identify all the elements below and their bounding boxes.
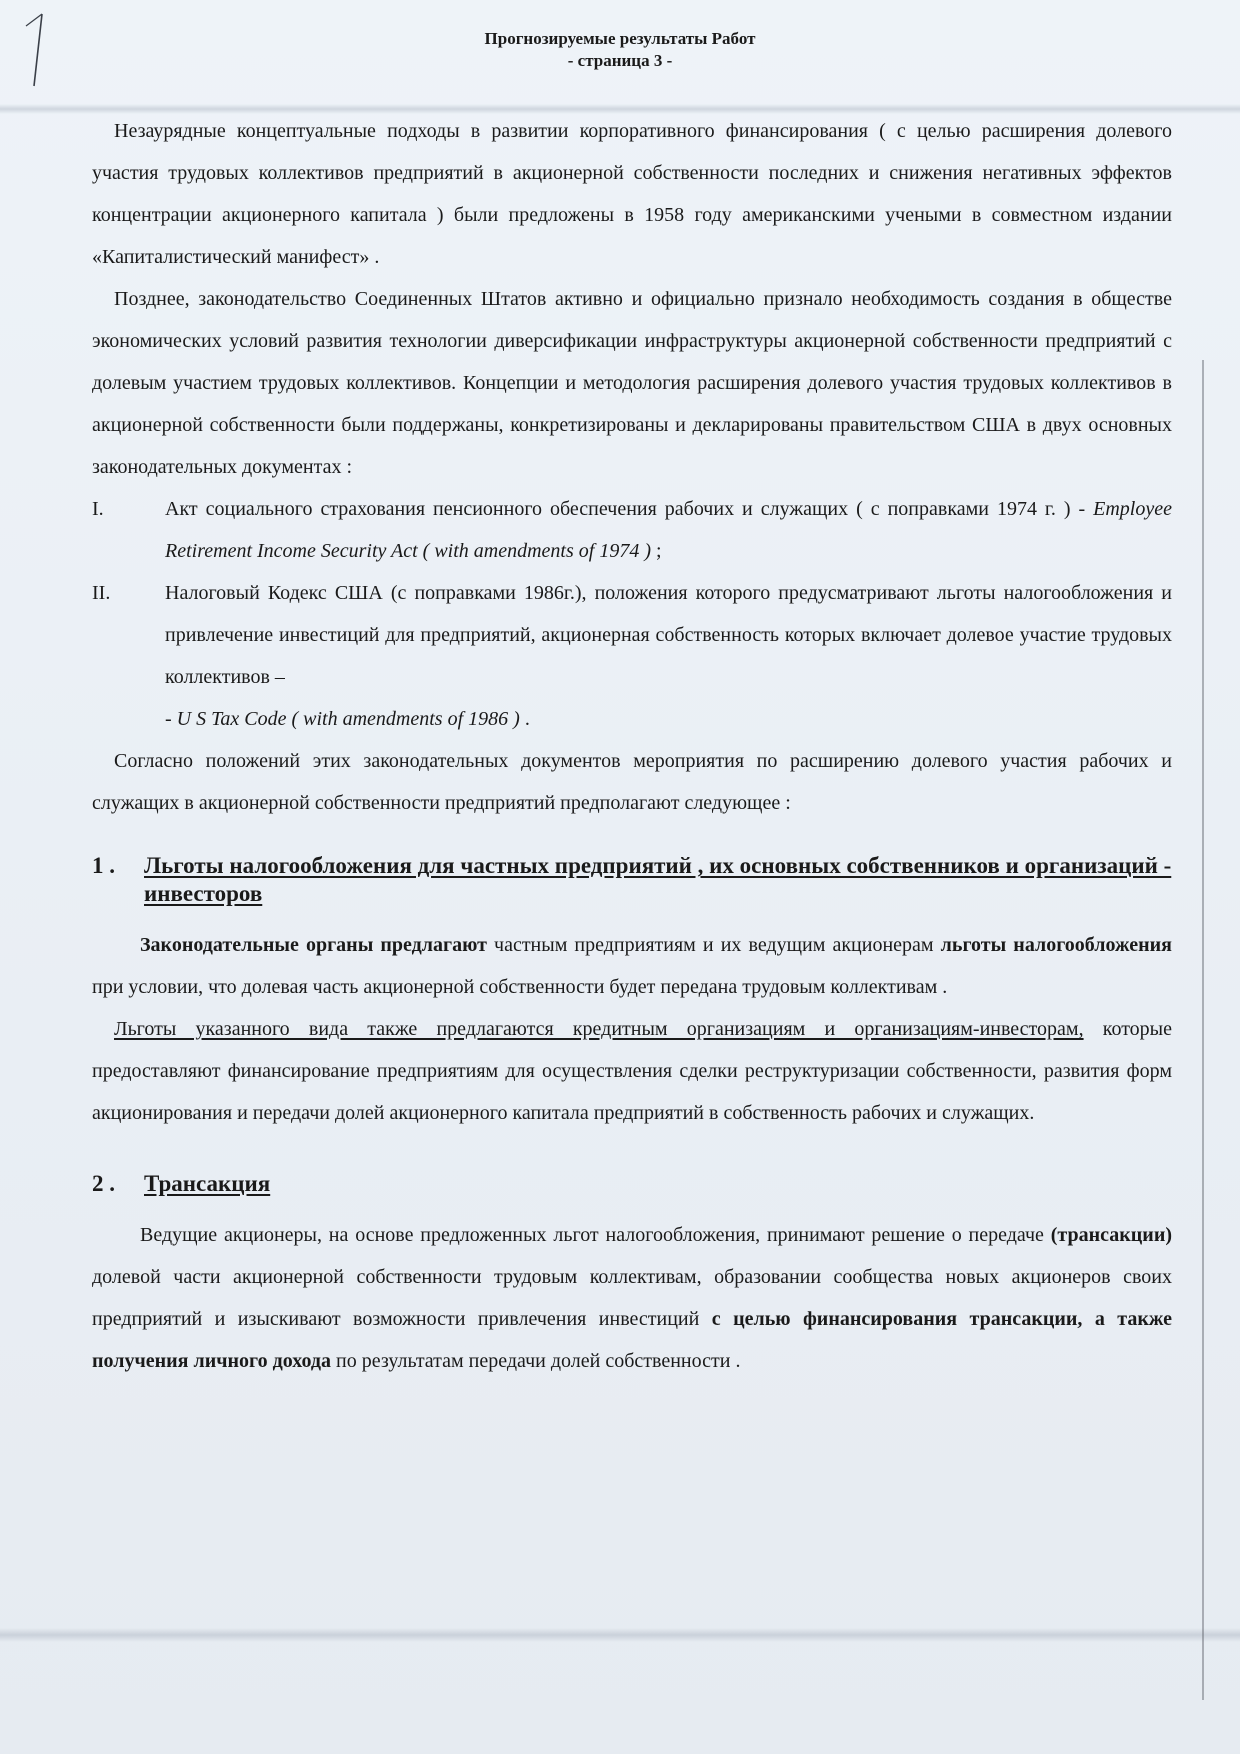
page-number: - страница 3 - <box>567 51 673 70</box>
page-header <box>0 28 1240 72</box>
law-item-text: Акт социального страхования пенсионного обеспечения рабочих и служащих ( с поправками 1974 г. ) - <box>165 498 1086 520</box>
section-number: 1 . <box>92 853 115 878</box>
section-2-heading <box>92 1170 1172 1198</box>
law-item-tail: . <box>524 708 530 730</box>
law-item-text: Налоговый Кодекс США (с поправками 1986г.), положения которого предусматривают льготы налогообложения и привлечение инвестиций для предприятий, акционерная собственность которых включает долевое участие трудовых коллективов – <box>165 582 1172 688</box>
law-item-number: II. <box>92 582 111 604</box>
section-number: 2 . <box>92 1171 115 1196</box>
law-item-number: I. <box>92 498 104 520</box>
bold-phrase: льготы налогообложения <box>940 934 1173 956</box>
law-item-1 <box>92 488 1172 572</box>
text-run: по результатам передачи долей собственности . <box>331 1350 741 1372</box>
intro-paragraph-2: Позднее, законодательство Соединенных Штатов активно и официально признало необходимость создания в обществе экономических условий развития технологии диверсификации инфраструктуры акционерной собственности предприятий с долевым участием трудовых коллективов. Концепции и методология расширения долевого участия трудовых коллективов в акционерной собственности были поддержаны, конкретизированы и декларированы правительством США в двух основных законодательных документах : <box>92 288 1172 478</box>
bold-phrase: (трансакции) <box>1050 1224 1172 1246</box>
after-laws-paragraph: Согласно положений этих законодательных документов мероприятия по расширению долевого участия рабочих и служащих в акционерной собственности предприятий предполагают следующее : <box>92 750 1172 814</box>
bold-phrase: Законодательные органы предлагают <box>140 934 487 956</box>
intro-paragraph-1: Незаурядные концептуальные подходы в развитии корпоративного финансирования ( с целью расширения долевого участия трудовых коллективов предприятий в акционерной собственности последних и снижения негативных эффектов концентрации акционерного капитала ) были предложены в 1958 году американскими учеными в совместном издании «Капиталистический манифест» . <box>92 120 1172 268</box>
text-run: частным предприятиям и их ведущим акционерам <box>486 934 941 956</box>
law-item-english-title: Employee Retirement Income Security Act ( with amendments of 1974 ) <box>165 498 1172 562</box>
text-run: которые предоставляют финансирование предприятиям для осуществления сделки реструктуризации собственности, развития форм акционирования и передачи долей акционерного капитала предприятий в собственность рабочих и служащих. <box>92 1018 1173 1124</box>
section-title: Трансакция <box>144 1171 271 1196</box>
section-1-heading <box>92 852 1172 908</box>
section-2-paragraph <box>92 1214 1172 1382</box>
underlined-phrase: Льготы указанного вида также предлагаются кредитным организациям и организациям-инвесторам, <box>114 1018 1084 1040</box>
section-title: Льготы налогообложения для частных предприятий , их основных собственников и организаций - инвесторов <box>144 853 1172 906</box>
law-item-dash: - <box>165 708 172 730</box>
document-body <box>92 110 1172 1382</box>
law-item-tail: ; <box>656 540 662 562</box>
document-title: Прогнозируемые результаты Работ <box>484 29 756 48</box>
law-item-body <box>165 572 1172 740</box>
text-run: долевой части акционерной собственности трудовым коллективам, образовании сообщества новых акционеров своих предприятий и изыскивают возможности привлечения инвестиций <box>92 1266 1172 1330</box>
text-run: при условии, что долевая часть акционерной собственности будет передана трудовым коллективам . <box>92 976 948 998</box>
page-edge-shadow <box>1202 360 1204 1700</box>
section-1-paragraph-2 <box>92 1008 1172 1134</box>
law-item-2 <box>92 572 1172 740</box>
text-run: Ведущие акционеры, на основе предложенных льгот налогообложения, принимают решение о передаче <box>140 1224 1051 1246</box>
law-item-english-title: U S Tax Code ( with amendments of 1986 ) <box>176 708 520 730</box>
bold-phrase: с целью финансирования трансакции, а также получения личного дохода <box>92 1308 1172 1372</box>
law-item-body <box>165 488 1172 572</box>
scan-artifact <box>0 1628 1240 1642</box>
section-1-paragraph-1 <box>92 924 1172 1008</box>
